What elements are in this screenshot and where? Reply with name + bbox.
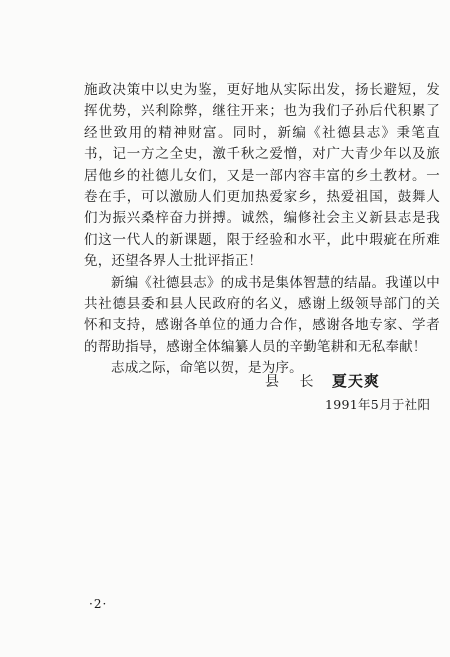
paragraph-continued: 施政决策中以史为鉴，更好地从实际出发，扬长避短，发挥优势，兴利除弊，继往开来；也为我们子孙后代积累了经世致用的精神财富。同时，新编《社德县志》秉笔直书，记一方之全史，激千秋之爱憎，对广大青少年以及旅居他乡的社德儿女们，又是一部内容丰富的乡土教材。一卷在手，可以激励人们更加热爱家乡，热爱祖国，鼓舞人们为振兴桑梓奋力拼搏。诚然，编修社会主义新县志是我们这一代人的新课题，限于经验和水平，此中瑕疵在所难免，还望各界人士批评指正！ bbox=[84, 82, 440, 270]
paragraph-closing: 志成之际，命笔以贺，是为序。 bbox=[111, 360, 303, 377]
paragraph-acknowledgement: 新编《社德县志》的成书是集体智慧的结晶。我谨以中共社德县委和县人民政府的名义，感谢上级领导部门的关怀和支持，感谢各单位的通力合作，感谢各地专家、学者的帮助指导，感谢全体编纂人员的辛勤笔耕和无私奉献！ bbox=[84, 274, 440, 355]
signature-name: 夏天爽 bbox=[331, 372, 380, 390]
page-number: ·2· bbox=[89, 597, 108, 611]
preface-body bbox=[84, 80, 440, 380]
signature-line bbox=[265, 370, 445, 393]
signature-date: 1991年5月于社阳 bbox=[325, 397, 431, 412]
signature-role: 县 长 bbox=[265, 374, 322, 390]
